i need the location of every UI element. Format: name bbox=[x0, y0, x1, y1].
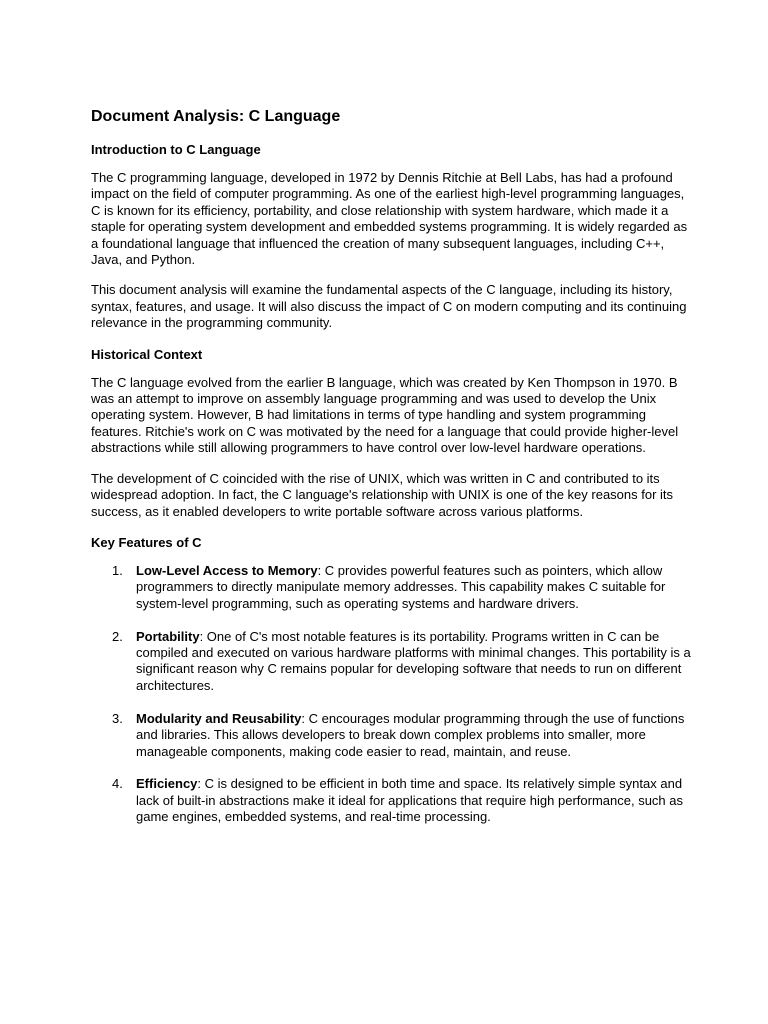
list-item-number: 4. bbox=[112, 776, 123, 792]
feature-name: Modularity and Reusability bbox=[136, 710, 302, 726]
list-item-number: 1. bbox=[112, 562, 123, 578]
section-heading-introduction: Introduction to C Language bbox=[91, 142, 261, 157]
feature-description: : C encourages modular programming through the use of functions and libraries. This allows developers to break down complex problems into smaller, more manageable components, making code easier to read, maintain, and reuse. bbox=[136, 710, 685, 759]
section-historical-context bbox=[91, 346, 691, 520]
section-heading-key-features: Key Features of C bbox=[91, 534, 202, 550]
introduction-paragraph-2: This document analysis will examine the fundamental aspects of the C language, including its history, syntax, features, and usage. It will also discuss the impact of C on modern computing and its continuing relevance in the programming community. bbox=[91, 282, 687, 331]
feature-name: Low-Level Access to Memory bbox=[136, 562, 318, 578]
feature-name: Efficiency bbox=[136, 776, 198, 792]
list-item bbox=[91, 563, 691, 612]
section-introduction bbox=[91, 141, 691, 332]
historical-paragraph-2: The development of C coincided with the rise of UNIX, which was written in C and contributed to its widespread adoption. In fact, the C language's relationship with UNIX is one of the key reasons for its success, as it enabled developers to write portable software across various platforms. bbox=[91, 470, 674, 519]
list-item-number: 2. bbox=[112, 628, 123, 644]
list-item bbox=[91, 629, 691, 695]
list-item bbox=[91, 776, 691, 825]
feature-name: Portability bbox=[136, 628, 200, 644]
introduction-paragraph-1: The C programming language, developed in 1972 by Dennis Ritchie at Bell Labs, has had a profound impact on the field of computer programming. As one of the earliest high-level programming languages, C is known for its efficiency, portability, and close relationship with system hardware, which made it a staple for operating system development and embedded systems programming. It is widely regarded as a foundational language that influenced the creation of many subsequent languages, including C++, Java, and Python. bbox=[91, 170, 688, 268]
feature-description: : C is designed to be efficient in both time and space. Its relatively simple syntax and lack of built-in abstractions make it ideal for applications that require high performance, such as game engines, embedded systems, and real-time processing. bbox=[136, 776, 684, 825]
feature-description: : C provides powerful features such as pointers, which allow programmers to directly manipulate memory addresses. This capability makes C suitable for system-level programming, such as operating systems and hardware drivers. bbox=[136, 562, 666, 611]
section-key-features bbox=[91, 534, 691, 826]
document-page bbox=[91, 106, 691, 842]
list-item bbox=[91, 711, 691, 760]
section-heading-historical-context: Historical Context bbox=[91, 346, 203, 362]
list-item-number: 3. bbox=[112, 710, 123, 726]
feature-description: : One of C's most notable features is its portability. Programs written in C can be compiled and executed on various hardware platforms with minimal changes. This portability is a significant reason why C remains popular for developing software that needs to run on different architectures. bbox=[136, 628, 691, 693]
document-title: Document Analysis: C Language bbox=[91, 108, 341, 125]
historical-paragraph-1: The C language evolved from the earlier B language, which was created by Ken Thompson in 1970. B was an attempt to improve on assembly language programming and was used to develop the Unix operating system. However, B had limitations in terms of type handling and system programming features. Ritchie's work on C was motivated by the need for a language that could provide higher-level abstractions while still allowing programmers to have control over low-level hardware operations. bbox=[91, 374, 679, 456]
features-list bbox=[91, 563, 691, 826]
